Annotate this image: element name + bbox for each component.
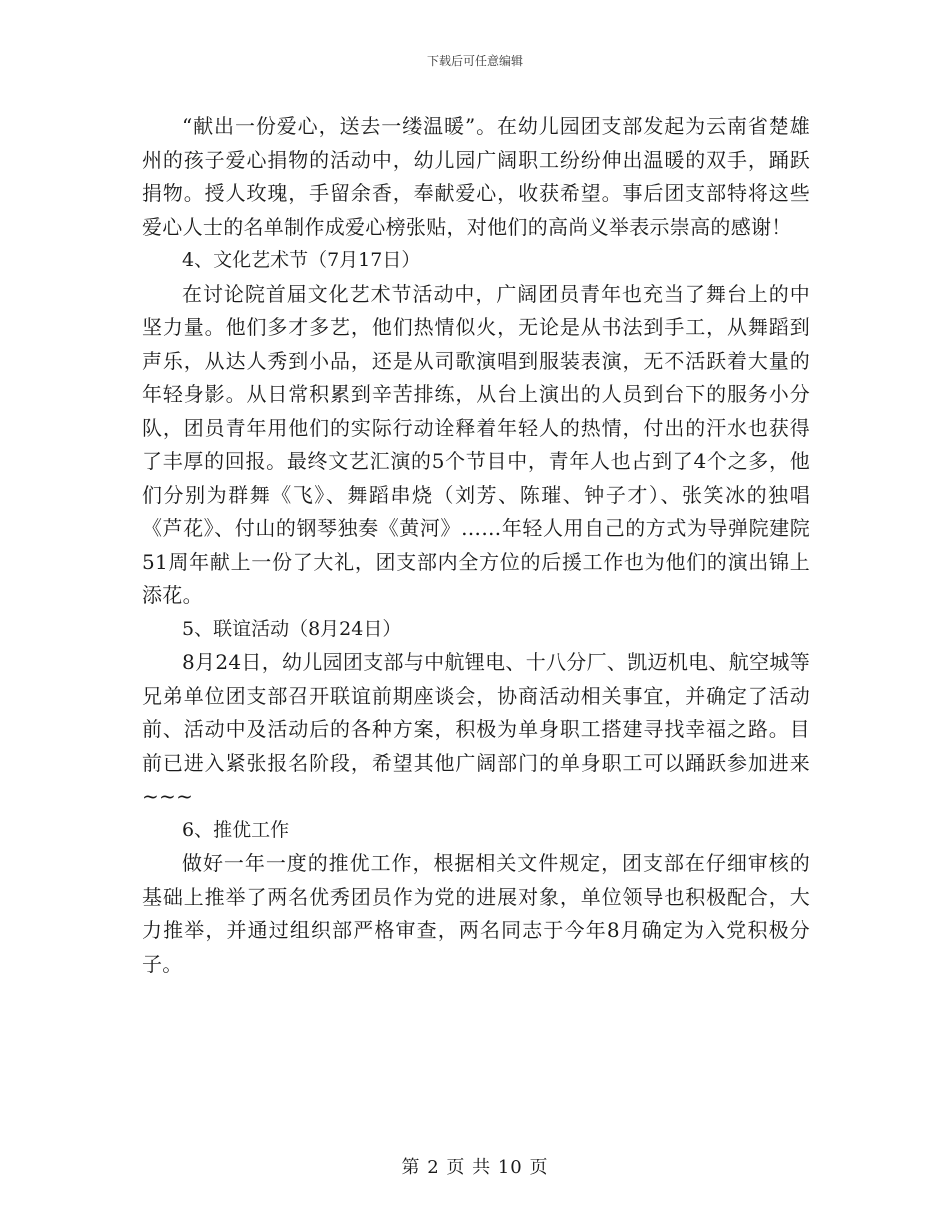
section-heading-social-event: 5、联谊活动（8月24日） bbox=[182, 617, 402, 640]
paragraph-donation: “献出一份爱心，送去一缕温暖”。在幼儿园团支部发起为云南省楚雄州的孩子爱心捐物的活动中，幼儿园广阔职工纷纷伸出温暖的双手，踊跃捐物。授人玫瑰，手留余香，奉献爱心，收获希望。事后团支部特将这些爱心人士的名单制作成爱心榜张贴，对他们的高尚义举表示崇高的感谢！ bbox=[142, 114, 810, 239]
section-heading-recommendation: 6、推优工作 bbox=[182, 818, 290, 841]
page-number-footer: 第 2 页 共 10 页 bbox=[401, 1157, 549, 1178]
document-body bbox=[142, 110, 810, 981]
paragraph-arts-festival: 在讨论院首届文化艺术节活动中，广阔团员青年也充当了舞台上的中坚力量。他们多才多艺，他们热情似火，无论是从书法到手工，从舞蹈到声乐，从达人秀到小品，还是从司歌演唱到服装表演，无不活跃着大量的年轻身影。从日常积累到辛苦排练，从台上演出的人员到台下的服务小分队，团员青年用他们的实际行动诠释着年轻人的热情，付出的汗水也获得了丰厚的回报。最终文艺汇演的5个节目中，青年人也占到了4个之多，他们分别为群舞《飞》、舞蹈串烧（刘芳、陈璀、钟子才）、张笑冰的独唱《芦花》、付山的钢琴独奏《黄河》……年轻人用自己的方式为导弹院建院51周年献上一份了大礼，团支部内全方位的后援工作也为他们的演出锦上添花。 bbox=[142, 281, 810, 607]
section-heading-arts-festival: 4、文化艺术节（7月17日） bbox=[182, 249, 421, 271]
paragraph-recommendation: 做好一年一度的推优工作，根据相关文件规定，团支部在仔细审核的基础上推举了两名优秀团员作为党的进展对象，单位领导也积极配合，大力推举，并通过组织部严格审查，两名同志于今年8月确定为入党积极分子。 bbox=[142, 851, 810, 976]
paragraph-social-event: 8月24日，幼儿园团支部与中航锂电、十八分厂、凯迈机电、航空城等兄弟单位团支部召开联谊前期座谈会，协商活动相关事宜，并确定了活动前、活动中及活动后的各种方案，积极为单身职工搭建寻找幸福之路。目前已进入紧张报名阶段，希望其他广阔部门的单身职工可以踊跃参加进来~~~ bbox=[142, 650, 810, 808]
header-note: 下载后可任意编辑 bbox=[426, 54, 523, 68]
